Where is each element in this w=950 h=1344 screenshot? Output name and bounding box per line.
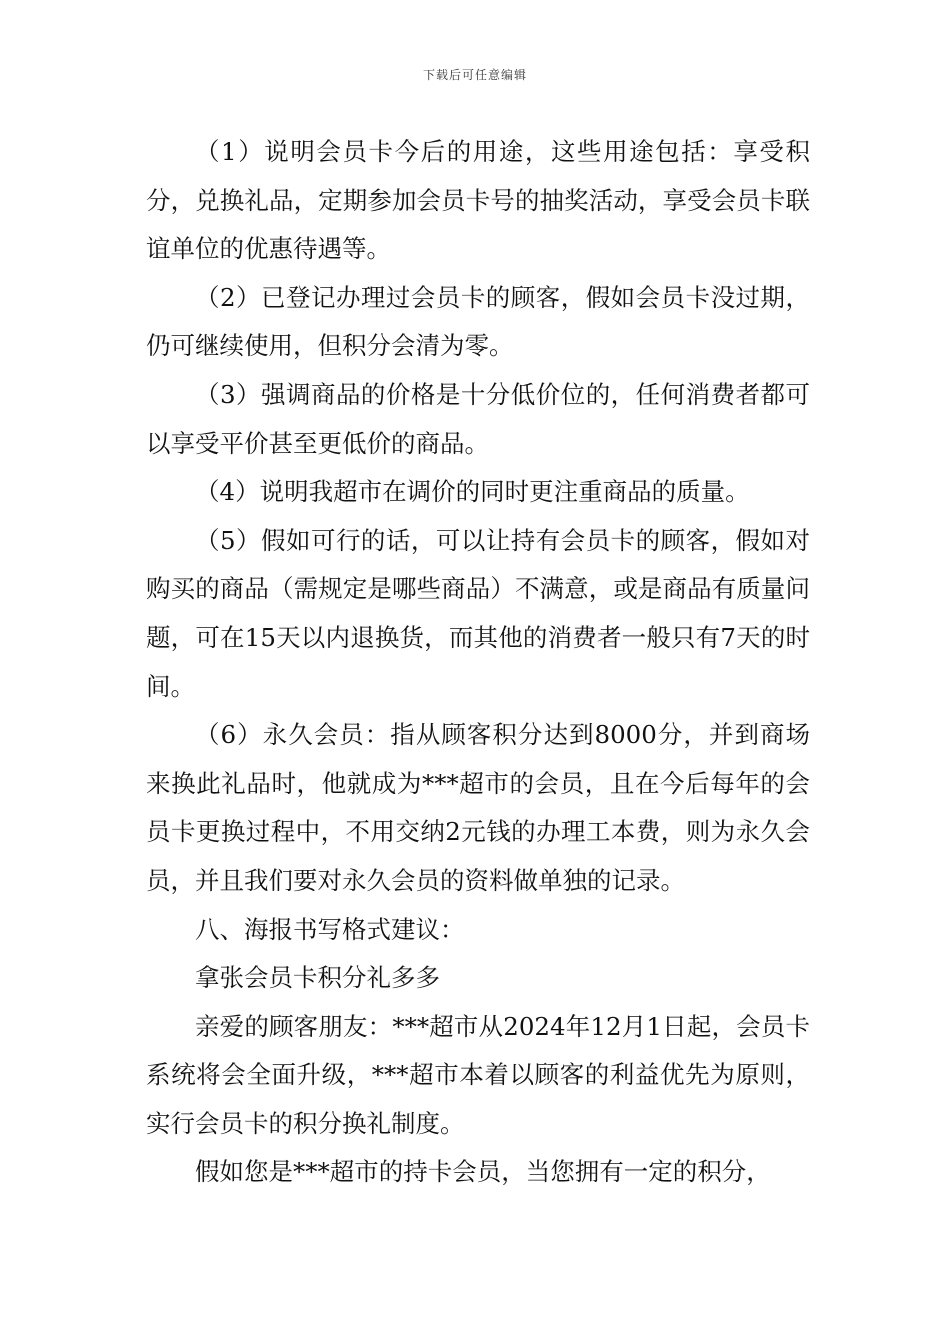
- document-body: [146, 128, 810, 1197]
- paragraph-existing-cards: （2）已登记办理过会员卡的顾客，假如会员卡没过期，仍可继续使用，但积分会清为零。: [146, 282, 810, 361]
- paragraph-card-usage: （1）说明会员卡今后的用途，这些用途包括：享受积分，兑换礼品，定期参加会员卡号的抽奖活动，享受会员卡联谊单位的优惠待遇等。: [146, 137, 810, 264]
- paragraph-greeting: 亲爱的顾客朋友：***超市从2024年12月1日起，会员卡系统将会全面升级，***超市本着以顾客的利益优先为原则，实行会员卡的积分换礼制度。: [146, 1011, 810, 1138]
- header-note: 下载后可任意编辑: [422, 68, 527, 82]
- section-heading-poster: 八、海报书写格式建议：: [195, 914, 465, 944]
- paragraph-low-prices: （3）强调商品的价格是十分低价位的，任何消费者都可以享受平价甚至更低价的商品。: [146, 379, 810, 458]
- paragraph-quality: （4）说明我超市在调价的同时更注重商品的质量。: [195, 477, 750, 507]
- paragraph-return-policy: （5）假如可行的话，可以让持有会员卡的顾客，假如对购买的商品（需规定是哪些商品）不满意，或是商品有质量问题，可在15天以内退换货，而其他的消费者一般只有7天的时间。: [146, 525, 810, 701]
- paragraph-permanent-member: （6）永久会员：指从顾客积分达到8000分，并到商场来换此礼品时，他就成为***超市的会员，且在今后每年的会员卡更换过程中，不用交纳2元钱的办理工本费，则为永久会员，并且我们要对永久会员的资料做单独的记录。: [146, 720, 810, 895]
- paragraph-member-points: 假如您是***超市的持卡会员，当您拥有一定的积分，: [195, 1157, 771, 1187]
- poster-title: 拿张会员卡积分礼多多: [195, 963, 440, 993]
